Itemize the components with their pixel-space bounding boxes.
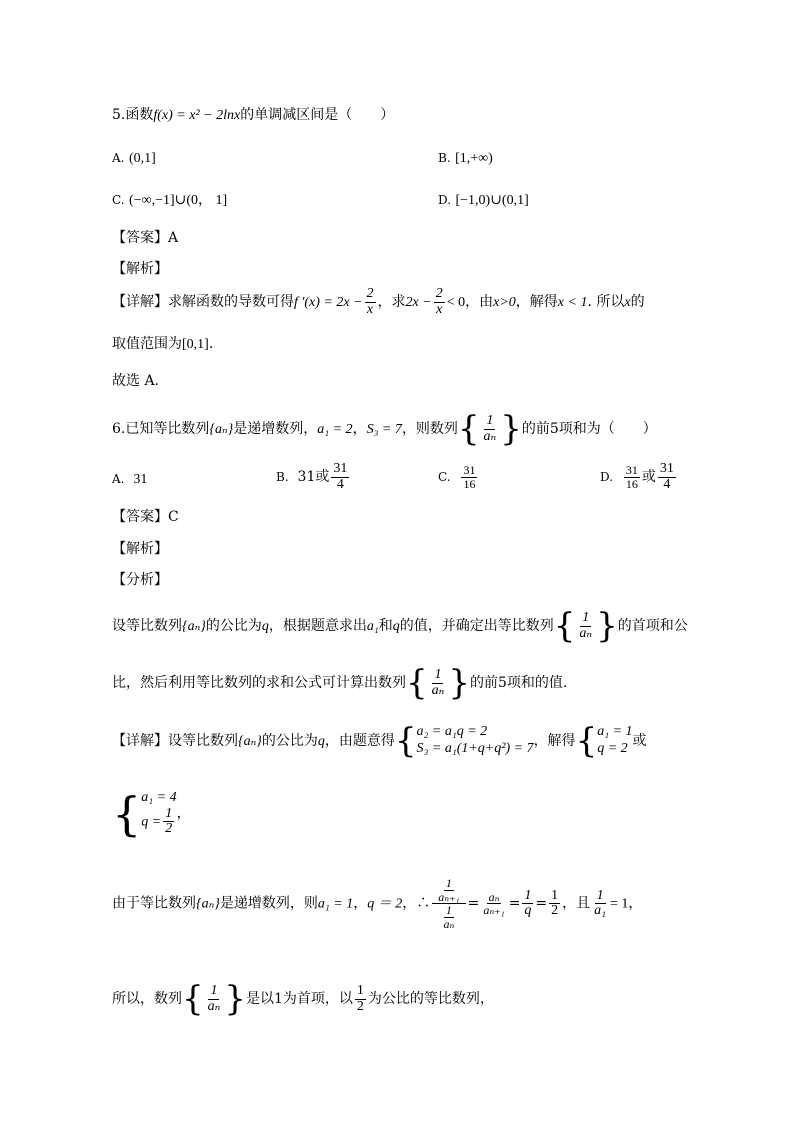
q6-stem: 6.已知等比数列{aₙ}是递增数列，a₁ = 2，S₃ = 7，则数列 { $\frac{1}{\text{aₙ}}$ } 的前5项和为（ ）	[112, 409, 657, 449]
equation-system: { a₁ = 1 q = 2	[575, 721, 633, 761]
q6-option-d: D. $\frac{31}{16}$ 或 $\frac{31}{4}$	[600, 461, 674, 492]
q5-option-b-value: [1,+∞)	[455, 151, 493, 166]
q6-detail-line2: { a₁ = 4 q = $\frac{1}{2}$ ，	[112, 786, 191, 841]
q5-stem	[112, 108, 394, 123]
q5-detail-line1: 【详解】求解函数的导数可得f '(x) = 2x − $\frac{2}{x}$ ，求2x − $\frac{2}{x}$ < 0，由x>0，解得x < 1. 所以x的	[112, 286, 645, 317]
equation-system: { a₁ = 4 q = $\frac{1}{2}$	[112, 786, 177, 841]
q5-option-d-value: [−1,0)∪(0,1]	[455, 193, 529, 208]
braced-fraction: { $\frac{1}{\text{aₙ}}$ }	[457, 409, 522, 449]
q6-fenxi-label: 【分析】	[112, 572, 168, 588]
q5-option-a-value: (0,1]	[128, 151, 156, 166]
q5-analysis-label: 【解析】	[112, 261, 168, 277]
q6-analysis-label: 【解析】	[112, 541, 168, 557]
q5-conclusion: 故选 A.	[112, 373, 160, 389]
q6-option-b: B. 31或 $\frac{31}{4}$	[276, 461, 348, 492]
q6-option-c: C. $\frac{31}{16}$	[438, 463, 476, 491]
q5-answer: 【答案】A	[112, 230, 179, 246]
fraction: $\frac{2}{x}$	[435, 286, 443, 317]
q5-option-c-value: (−∞,−1]∪(0， 1]	[129, 193, 228, 208]
q5-option-b: B. [1,+∞)	[438, 151, 493, 166]
equation-system: { a₂ = a₁q = 2 S₃ = a₁(1+q+q²) = 7	[394, 721, 534, 761]
q5-option-d: D. [−1,0)∪(0,1]	[438, 193, 529, 208]
fraction: $\frac{2}{x}$	[366, 286, 374, 317]
q6-detail-line1: 【详解】设等比数列{aₙ}的公比为q，由题意得 { a₂ = a₁q = 2 S₃ = a₁(1+q+q²) = 7 ，解得 { a₁ = 1 q = 2 或	[112, 721, 647, 761]
q5-stem-pre: 5.函数	[112, 107, 154, 123]
q6-option-a: A. 31	[112, 472, 148, 487]
compound-fraction: $\frac{\frac{1}{\text{aₙ₊₁}}}{\frac{1}{\text{aₙ}}}$	[432, 877, 465, 930]
q5-option-a: A. (0,1]	[112, 151, 156, 166]
q6-analysis-para1: 设等比数列{aₙ}的公比为q，根据题意求出a₁和q的值，并确定出等比数列 { $\frac{1}{\text{aₙ}}$ } 的首项和公	[112, 606, 688, 646]
q5-option-c: C. (−∞,−1]∪(0， 1]	[112, 193, 228, 208]
q6-detail-line4: 所以，数列 { $\frac{1}{\text{aₙ}}$ } 是以1为首项，以 $\frac{1}{2}$ 为公比的等比数列，	[112, 979, 494, 1019]
q5-function: f(x) = x² − 2lnx	[153, 108, 241, 123]
q5-stem-post: 的单调减区间是（ ）	[240, 107, 395, 123]
q6-analysis-para2: 比，然后利用等比数列的求和公式可计算出数列 { $\frac{1}{\text{aₙ}}$ } 的前5项和的值.	[112, 663, 568, 703]
q6-detail-line3: 由于等比数列{aₙ}是递增数列，则a₁ = 1，q ＝ 2，∴ $\frac{\frac{1}{\text{aₙ₊₁}}}{\frac{1}{\text{aₙ}}}$ = $\frac{\text{aₙ}}{\text{aₙ₊₁}}$ = $\frac{1}{q}$ = $\frac{1}{2}$ ，且 $\frac{1}{\text{a₁}}$ = 1，	[112, 876, 643, 931]
q6-answer: 【答案】C	[112, 509, 179, 525]
q5-detail-line2: 取值范围为[0,1].	[112, 336, 214, 352]
